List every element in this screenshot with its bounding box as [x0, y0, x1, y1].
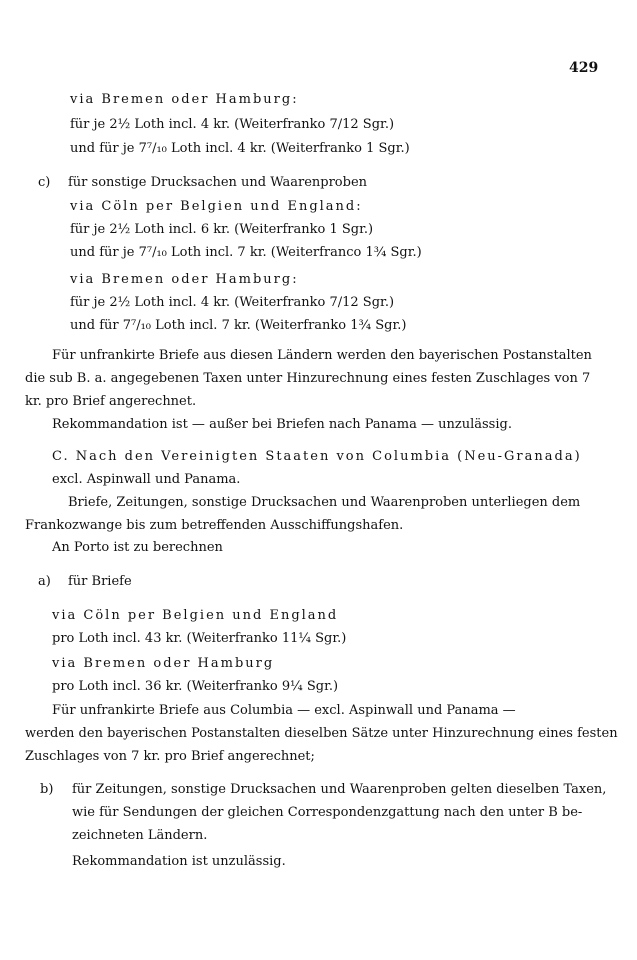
text-line: für Briefe: [68, 574, 132, 589]
text-line: Frankozwange bis zum betreffenden Ausschiffungshafen.: [25, 518, 404, 533]
text-line: zeichneten Ländern.: [72, 828, 208, 843]
text-line: pro Loth incl. 36 kr. (Weiterfranko 9¼ Sgr.): [52, 679, 339, 694]
text-line: Briefe, Zeitungen, sonstige Drucksachen und Waarenproben unterliegen dem: [68, 495, 581, 510]
text-line: die sub B. a. angegebenen Taxen unter Hinzurechnung eines festen Zuschlages von 7: [25, 371, 591, 386]
text-line: Für unfrankirte Briefe aus diesen Ländern werden den bayerischen Postanstalten: [52, 348, 592, 363]
text-line: wie für Sendungen der gleichen Correspondenzgattung nach den unter B be-: [72, 805, 583, 820]
text-line: und für je 7⁷/₁₀ Loth incl. 4 kr. (Weiterfranko 1 Sgr.): [70, 141, 410, 156]
list-marker: a): [38, 574, 51, 589]
text-line: via Cöln per Belgien und England: [52, 608, 339, 623]
text-line: via Cöln per Belgien und England:: [70, 199, 363, 214]
text-line: für Zeitungen, sonstige Drucksachen und Waarenproben gelten dieselben Taxen,: [72, 782, 607, 797]
text-line: und für je 7⁷/₁₀ Loth incl. 7 kr. (Weiterfranco 1¾ Sgr.): [70, 245, 422, 260]
list-marker: b): [40, 782, 54, 797]
text-line: für je 2½ Loth incl. 4 kr. (Weiterfranko 7/12 Sgr.): [70, 295, 395, 310]
text-line: pro Loth incl. 43 kr. (Weiterfranko 11¼ Sgr.): [52, 631, 347, 646]
text-line: Rekommandation ist — außer bei Briefen nach Panama — unzulässig.: [52, 417, 512, 432]
text-line: Für unfrankirte Briefe aus Columbia — excl. Aspinwall und Panama —: [52, 703, 516, 718]
text-line: kr. pro Brief angerechnet.: [25, 394, 197, 409]
text-line: für sonstige Drucksachen und Waarenproben: [68, 175, 368, 190]
text-line: und für 7⁷/₁₀ Loth incl. 7 kr. (Weiterfranko 1¾ Sgr.): [70, 318, 407, 333]
text-line: An Porto ist zu berechnen: [52, 540, 223, 555]
text-line: für je 2½ Loth incl. 6 kr. (Weiterfranko 1 Sgr.): [70, 222, 374, 237]
text-line: via Bremen oder Hamburg: [52, 656, 275, 671]
page-number: 429: [569, 60, 599, 76]
section-heading: excl. Aspinwall und Panama.: [52, 472, 241, 487]
text-line: Zuschlages von 7 kr. pro Brief angerechnet;: [25, 749, 315, 764]
text-line: Rekommandation ist unzulässig.: [72, 854, 286, 869]
text-line: für je 2½ Loth incl. 4 kr. (Weiterfranko 7/12 Sgr.): [70, 117, 395, 132]
text-line: via Bremen oder Hamburg:: [70, 92, 299, 107]
section-heading: C. Nach den Vereinigten Staaten von Columbia (Neu-Granada): [52, 449, 582, 464]
text-line: via Bremen oder Hamburg:: [70, 272, 299, 287]
text-line: werden den bayerischen Postanstalten dieselben Sätze unter Hinzurechnung eines festen: [25, 726, 618, 741]
list-marker: c): [38, 175, 51, 190]
